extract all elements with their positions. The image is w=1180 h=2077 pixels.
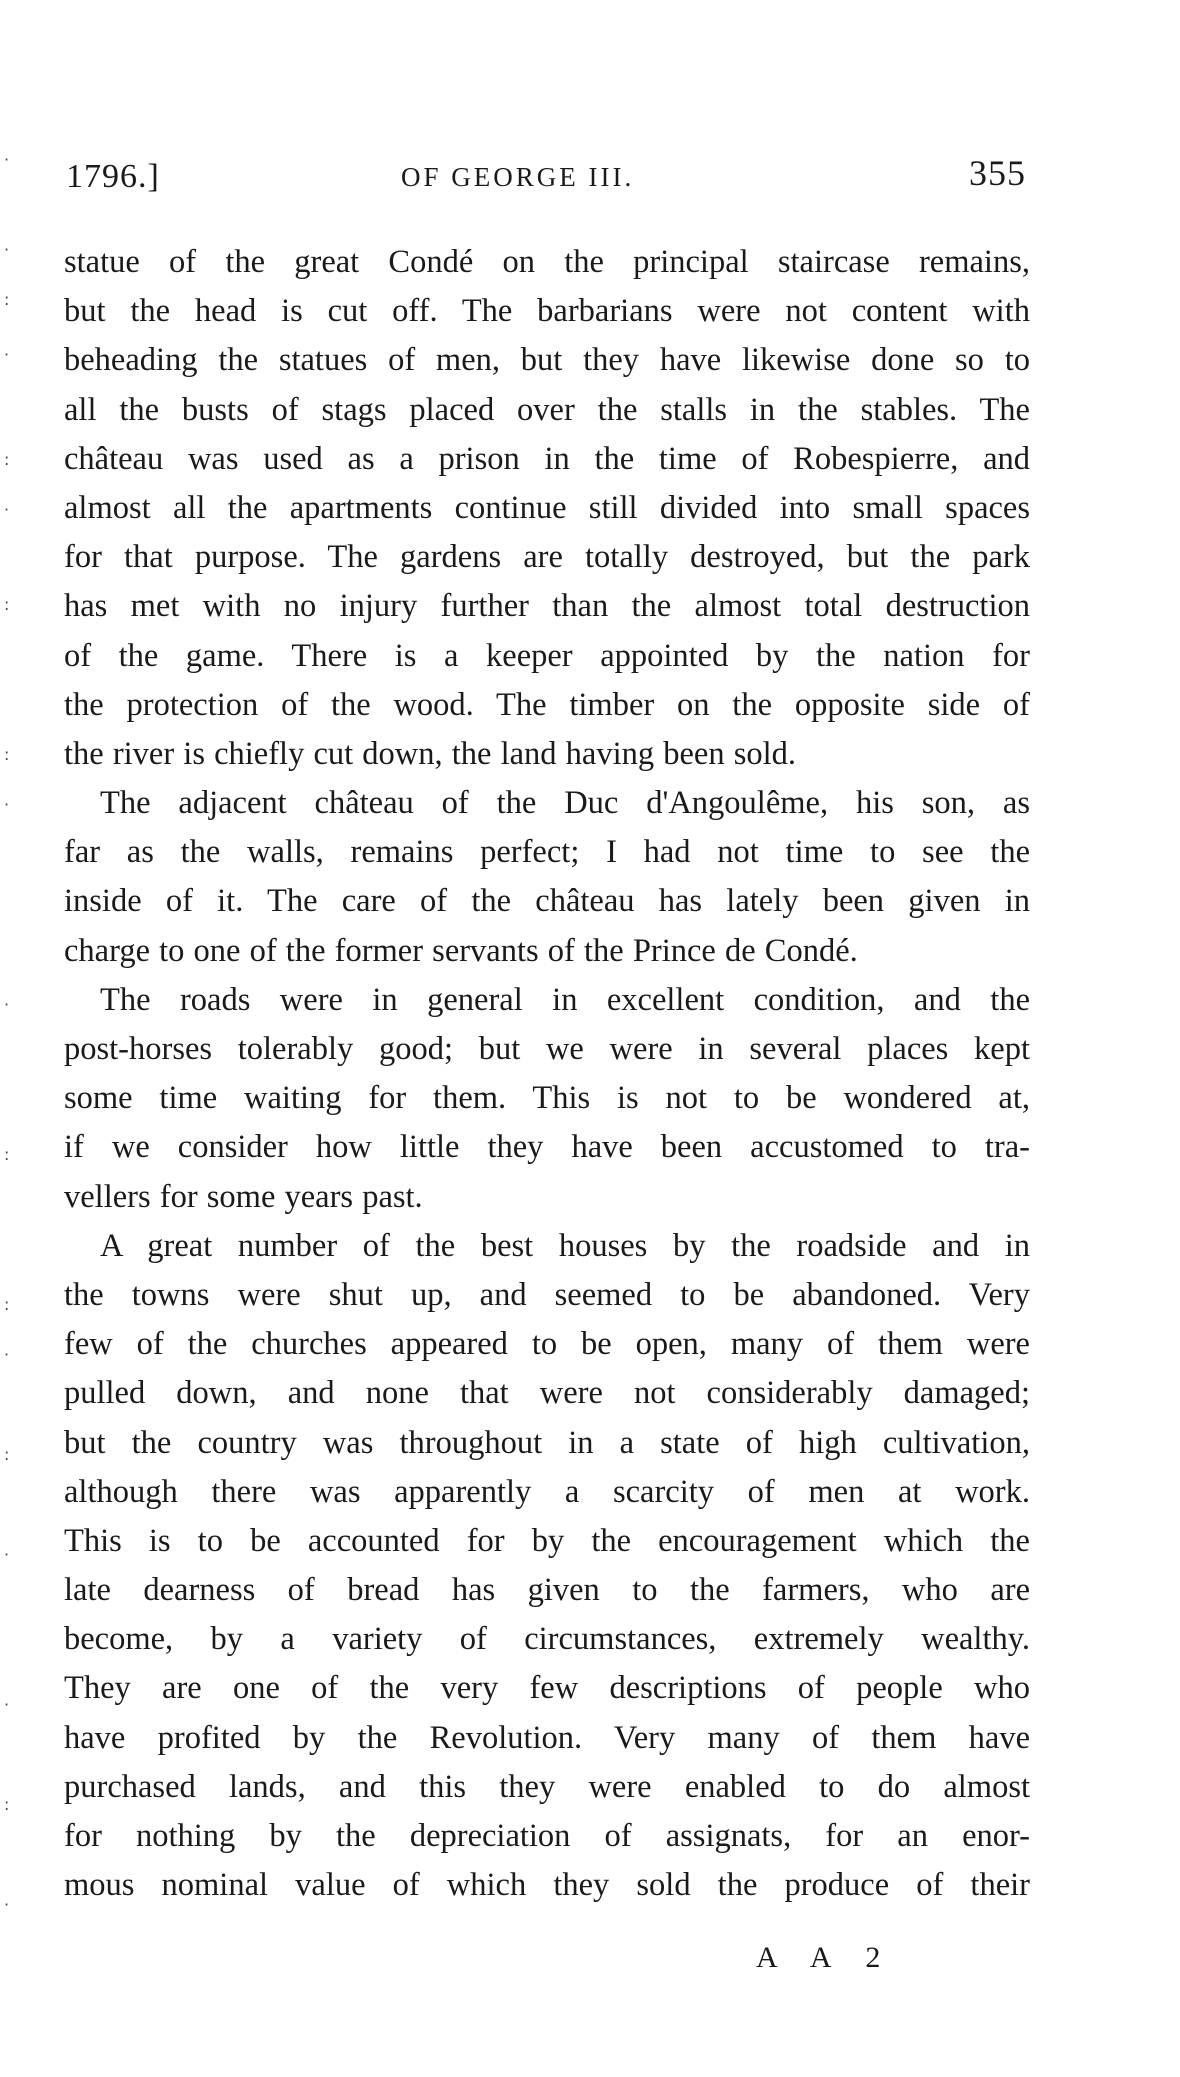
text-line: They are one of the very few descriptions of people who	[64, 1670, 1030, 1707]
bleed-through-margin	[0, 0, 40, 2077]
margin-speck: :	[4, 1145, 10, 1164]
text-line: This is to be accounted for by the encouragement which the	[64, 1522, 1030, 1559]
margin-speck: ·	[4, 995, 10, 1014]
margin-speck: ·	[4, 1545, 10, 1564]
margin-speck: :	[4, 1295, 10, 1314]
text-line: pulled down, and none that were not considerably damaged;	[64, 1375, 1030, 1412]
text-line: some time waiting for them. This is not to be wondered at,	[64, 1080, 1030, 1117]
body-text	[64, 238, 1030, 1910]
margin-speck: :	[4, 1445, 10, 1464]
text-line: if we consider how little they have been accustomed to tra-	[64, 1129, 1030, 1166]
text-line: purchased lands, and this they were enabled to do almost	[64, 1768, 1030, 1805]
text-line: the towns were shut up, and seemed to be abandoned. Very	[64, 1276, 1030, 1313]
margin-speck: :	[4, 290, 10, 309]
margin-speck: ·	[4, 240, 10, 259]
signature-mark: A A 2	[756, 1941, 895, 1974]
text-line: château was used as a prison in the time of Robespierre, and	[64, 440, 1030, 477]
margin-speck: :	[4, 450, 10, 469]
running-header	[66, 152, 1026, 202]
margin-speck: :	[4, 595, 10, 614]
text-line: but the country was throughout in a state of high cultivation,	[64, 1424, 1030, 1461]
text-line: few of the churches appeared to be open, many of them were	[64, 1326, 1030, 1363]
margin-speck: ·	[4, 1695, 10, 1714]
margin-speck: :	[4, 745, 10, 764]
text-line: for nothing by the depreciation of assignats, for an enor-	[64, 1818, 1030, 1854]
text-line: mous nominal value of which they sold the produce of their	[64, 1867, 1030, 1904]
running-title: OF GEORGE III.	[401, 162, 635, 192]
margin-speck: ·	[4, 1345, 10, 1364]
text-line: become, by a variety of circumstances, extremely wealthy.	[64, 1621, 1030, 1658]
text-line: although there was apparently a scarcity of men at work.	[64, 1473, 1030, 1510]
margin-speck: ·	[4, 345, 10, 364]
text-line: of the game. There is a keeper appointed by the nation for	[64, 637, 1030, 674]
text-line: almost all the apartments continue still divided into small spaces	[64, 489, 1030, 526]
text-line: beheading the statues of men, but they have likewise done so to	[64, 342, 1030, 379]
text-line: but the head is cut off. The barbarians were not content with	[64, 293, 1030, 330]
text-line: late dearness of bread has given to the farmers, who are	[64, 1572, 1030, 1609]
text-line: A great number of the best houses by the roadside and in	[100, 1227, 1030, 1264]
margin-speck: ·	[4, 1895, 10, 1914]
text-line: far as the walls, remains perfect; I had not time to see the	[64, 834, 1030, 871]
text-line: has met with no injury further than the almost total destruction	[64, 588, 1030, 625]
text-line: the river is chiefly cut down, the land having been sold.	[64, 735, 797, 772]
margin-speck: ·	[4, 500, 10, 519]
margin-speck: ·	[4, 795, 10, 814]
margin-speck: ·	[4, 150, 10, 169]
header-year: 1796.]	[66, 158, 160, 195]
page-number: 355	[969, 153, 1026, 193]
text-line: inside of it. The care of the château has lately been given in	[64, 883, 1030, 920]
text-line: post-horses tolerably good; but we were in several places kept	[64, 1031, 1030, 1067]
margin-speck: :	[4, 1795, 10, 1814]
text-line: all the busts of stags placed over the stalls in the stables. The	[64, 391, 1030, 428]
text-line: have profited by the Revolution. Very many of them have	[64, 1719, 1030, 1756]
text-line: statue of the great Condé on the principal staircase remains,	[64, 244, 1030, 280]
text-line: The adjacent château of the Duc d'Angoulême, his son, as	[100, 785, 1030, 822]
text-line: the protection of the wood. The timber on the opposite side of	[64, 686, 1030, 723]
text-line: for that purpose. The gardens are totally destroyed, but the park	[64, 539, 1030, 576]
text-line: The roads were in general in excellent condition, and the	[100, 981, 1030, 1018]
text-line: vellers for some years past.	[64, 1178, 423, 1215]
text-line: charge to one of the former servants of the Prince de Condé.	[64, 932, 858, 969]
